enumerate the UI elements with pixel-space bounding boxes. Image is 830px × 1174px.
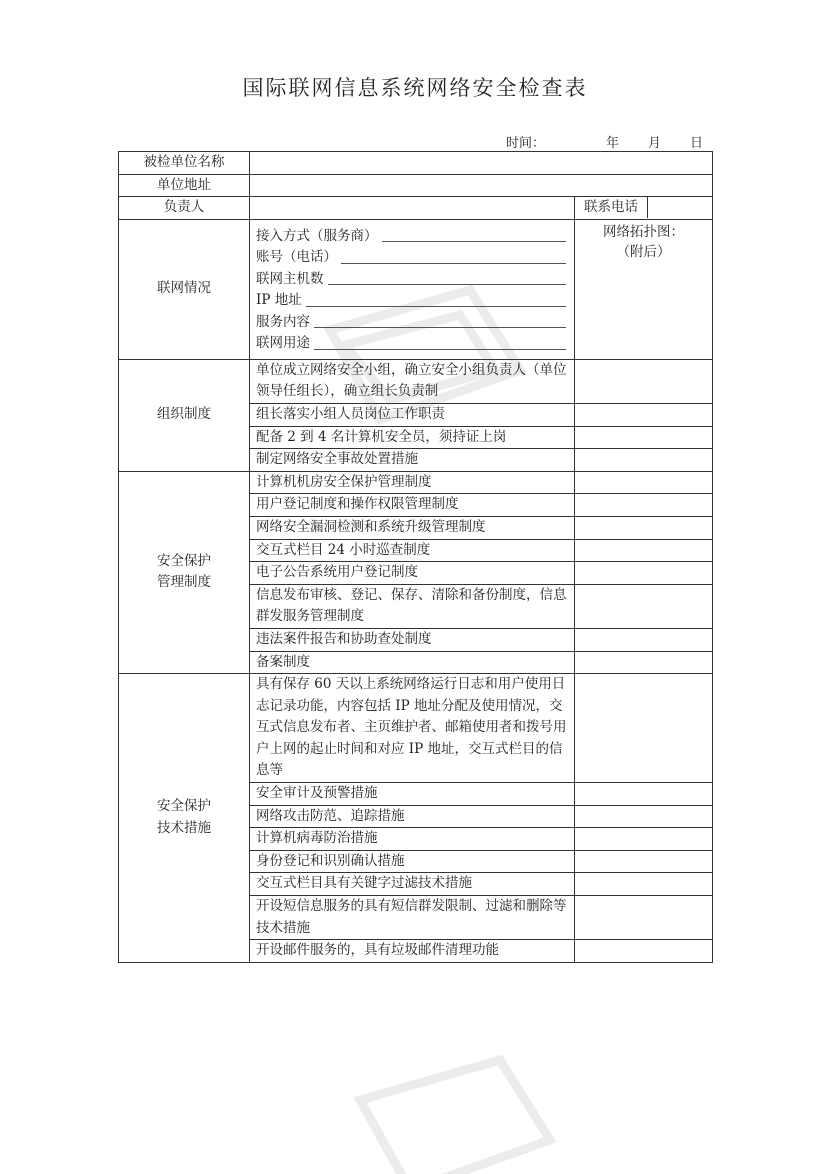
tech-item: 安全审计及预警措施 xyxy=(250,783,575,806)
tech-label-line1: 安全保护 xyxy=(157,798,211,815)
org-check[interactable] xyxy=(575,449,713,472)
network-details xyxy=(250,219,575,359)
org-label: 组织制度 xyxy=(119,359,250,471)
contact-phone-cell xyxy=(575,197,713,220)
org-check[interactable] xyxy=(575,426,713,449)
row-network xyxy=(119,219,713,359)
row-mgmt xyxy=(119,471,713,494)
mgmt-item: 用户登记制度和操作权限管理制度 xyxy=(250,494,575,517)
tech-check[interactable] xyxy=(575,850,713,873)
org-item: 配备 2 到 4 名计算机安全员，须持证上岗 xyxy=(250,426,575,449)
network-item[interactable]: 服务内容 xyxy=(256,312,568,334)
person-in-charge-field[interactable] xyxy=(250,197,575,220)
tech-label xyxy=(119,674,250,963)
row-unit-name xyxy=(119,152,713,175)
mgmt-check[interactable] xyxy=(575,494,713,517)
unit-name-label: 被检单位名称 xyxy=(119,152,250,175)
org-item: 单位成立网络安全小组，确立安全小组负责人（单位领导任组长），确立组长负责制 xyxy=(250,359,575,403)
row-person-in-charge xyxy=(119,197,713,220)
mgmt-check[interactable] xyxy=(575,562,713,585)
topology-attached: （附后） xyxy=(616,243,671,260)
tech-item: 具有保存 60 天以上系统网络运行日志和用户使用日志记录功能，内容包括 IP 地址分配及使用情况，交互式信息发布者、主页维护者、邮箱使用者和拨号用户上网的起止时间和对应 IP 地址，交互式栏目的信息等 xyxy=(250,674,575,783)
tech-item: 网络攻击防范、追踪措施 xyxy=(250,805,575,828)
mgmt-item: 电子公告系统用户登记制度 xyxy=(250,562,575,585)
org-item: 组长落实小组人员岗位工作职责 xyxy=(250,403,575,426)
network-item[interactable]: 接入方式（服务商） xyxy=(256,226,568,248)
tech-check[interactable] xyxy=(575,783,713,806)
contact-phone-field[interactable] xyxy=(648,197,712,218)
mgmt-check[interactable] xyxy=(575,516,713,539)
topology-cell xyxy=(575,219,713,359)
mgmt-check[interactable] xyxy=(575,539,713,562)
mgmt-item: 违法案件报告和协助查处制度 xyxy=(250,628,575,651)
network-item[interactable]: 账号（电话） xyxy=(256,247,568,269)
tech-label-line2: 技术措施 xyxy=(157,819,211,836)
tech-item: 交互式栏目具有关键字过滤技术措施 xyxy=(250,873,575,896)
mgmt-label xyxy=(119,471,250,673)
tech-check[interactable] xyxy=(575,940,713,963)
row-org xyxy=(119,359,713,403)
network-item[interactable]: 联网用途 xyxy=(256,333,568,355)
mgmt-item: 计算机机房安全保护管理制度 xyxy=(250,471,575,494)
network-label: 联网情况 xyxy=(119,219,250,359)
tech-check[interactable] xyxy=(575,674,713,783)
year-label: 年 xyxy=(606,136,620,151)
page-title: 国际联网信息系统网络安全检查表 xyxy=(242,76,588,100)
mgmt-check[interactable] xyxy=(575,628,713,651)
mgmt-item: 交互式栏目 24 小时巡查制度 xyxy=(250,539,575,562)
network-item[interactable]: 联网主机数 xyxy=(256,269,568,291)
contact-phone-label: 联系电话 xyxy=(575,197,648,218)
tech-item: 开设邮件服务的，具有垃圾邮件清理功能 xyxy=(250,940,575,963)
mgmt-check[interactable] xyxy=(575,584,713,628)
network-item[interactable]: IP 地址 xyxy=(256,290,568,312)
unit-address-label: 单位地址 xyxy=(119,174,250,197)
tech-item: 身份登记和识别确认措施 xyxy=(250,850,575,873)
org-item: 制定网络安全事故处置措施 xyxy=(250,449,575,472)
month-label: 月 xyxy=(648,136,662,151)
mgmt-check[interactable] xyxy=(575,471,713,494)
time-label: 时间： xyxy=(506,136,546,151)
person-in-charge-label: 负责人 xyxy=(119,197,250,220)
tech-check[interactable] xyxy=(575,873,713,896)
tech-check[interactable] xyxy=(575,896,713,940)
mgmt-item: 信息发布审核、登记、保存、清除和备份制度，信息群发服务管理制度 xyxy=(250,584,575,628)
tech-check[interactable] xyxy=(575,828,713,851)
tech-item: 开设短信息服务的具有短信群发限制、过滤和删除等技术措施 xyxy=(250,896,575,940)
org-check[interactable] xyxy=(575,403,713,426)
day-label: 日 xyxy=(690,136,704,151)
row-unit-address xyxy=(119,174,713,197)
mgmt-item: 备案制度 xyxy=(250,651,575,674)
org-check[interactable] xyxy=(575,359,713,403)
mgmt-item: 网络安全漏洞检测和系统升级管理制度 xyxy=(250,516,575,539)
row-tech xyxy=(119,674,713,783)
unit-name-field[interactable] xyxy=(250,152,713,175)
tech-check[interactable] xyxy=(575,805,713,828)
tech-item: 计算机病毒防治措施 xyxy=(250,828,575,851)
unit-address-field[interactable] xyxy=(250,174,713,197)
inspection-table xyxy=(118,151,713,963)
topology-label: 网络拓扑图： xyxy=(603,223,684,240)
mgmt-label-line2: 管理制度 xyxy=(157,574,211,591)
mgmt-label-line1: 安全保护 xyxy=(157,552,211,569)
mgmt-check[interactable] xyxy=(575,651,713,674)
